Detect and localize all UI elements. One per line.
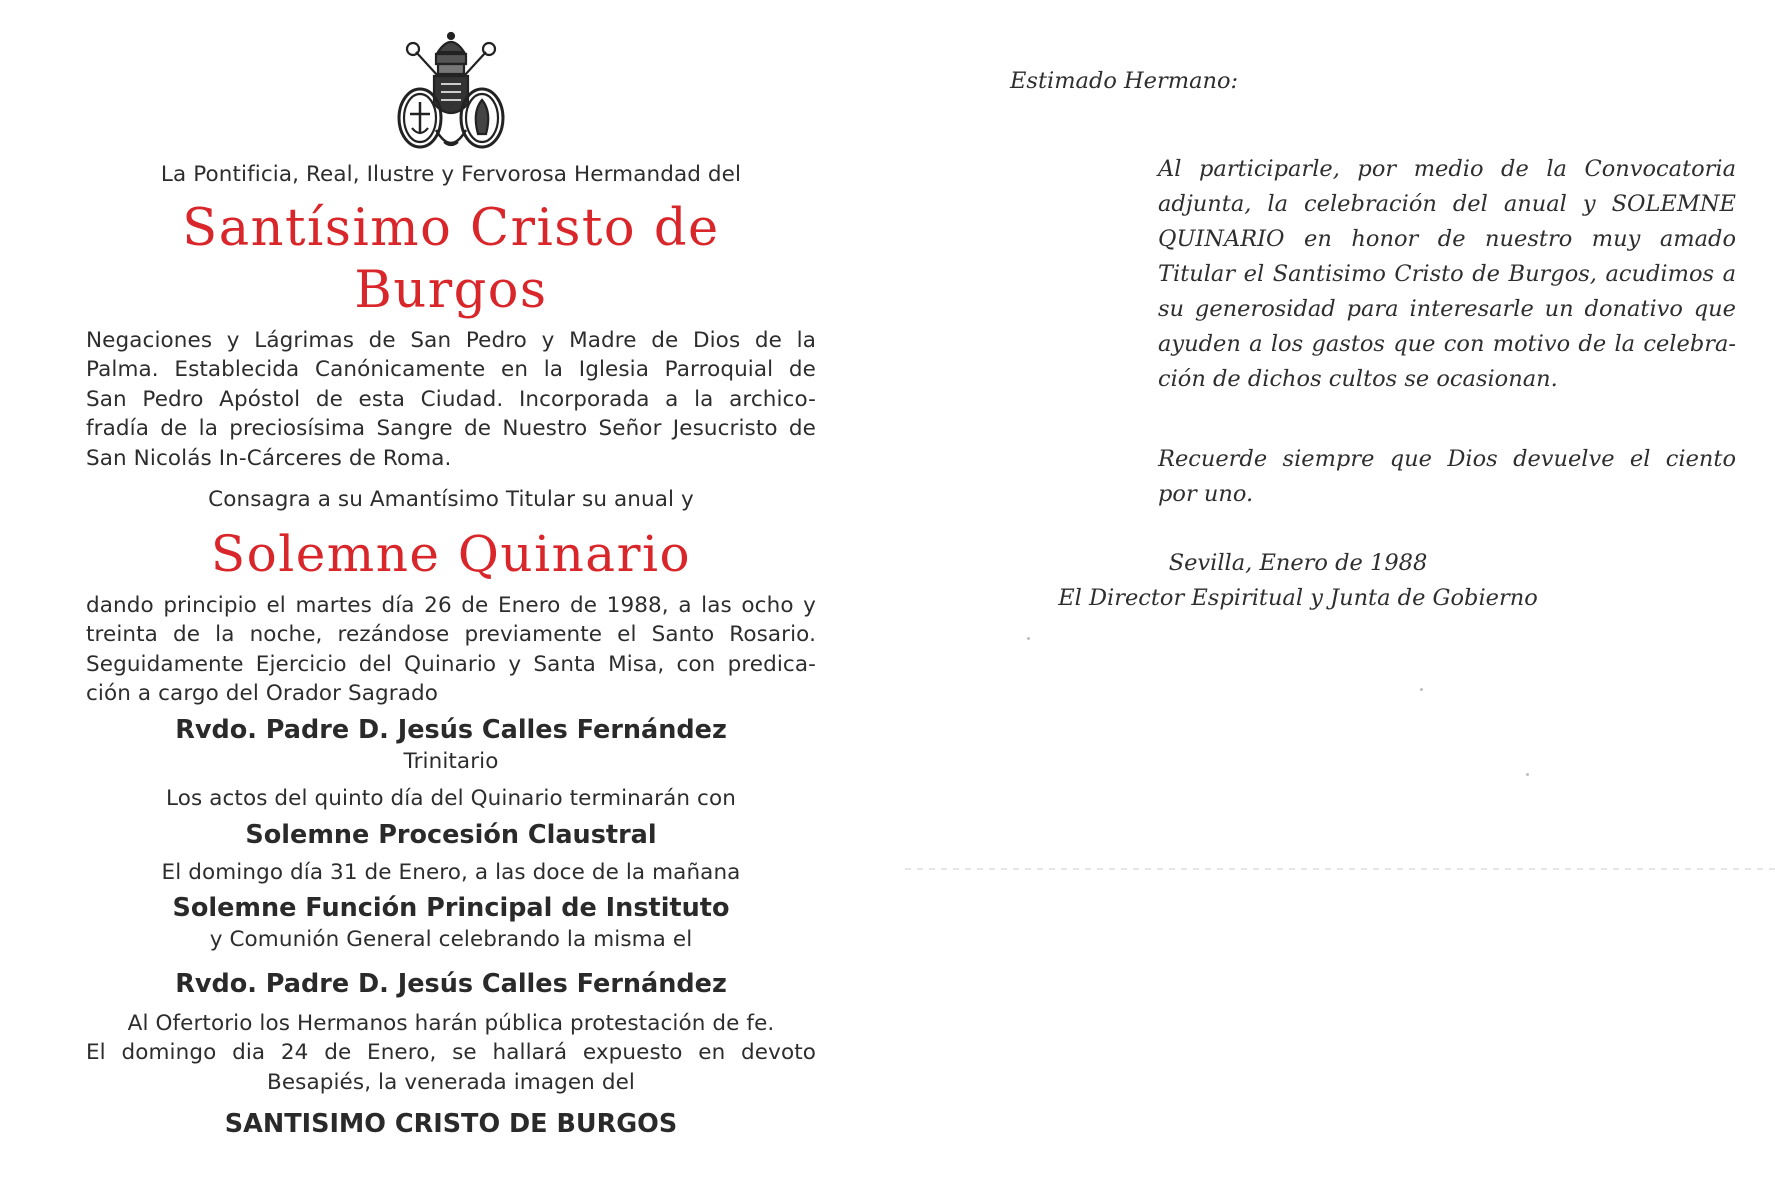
funcion-principal-heading: Solemne Función Principal de Instituto — [172, 893, 730, 923]
preacher-name: Rvdo. Padre D. Jesús Calles Fernández — [175, 714, 727, 745]
schedule-line: dando principio el martes día 26 de Enero de 1988, a las ocho y — [86, 592, 816, 618]
description-line: San Nicolás In-Cárceres de Roma. — [86, 445, 452, 471]
consagra-line: Consagra a su Amantísimo Titular su anual y — [208, 487, 694, 512]
domingo-31-line: El domingo día 31 de Enero, a las doce de la mañana — [161, 859, 741, 885]
comunion-line: y Comunión General celebrando la misma el — [209, 927, 693, 952]
letter-line: ayuden a los gastos que con motivo de la celebra- — [1158, 331, 1736, 357]
title-santisimo-cristo: Santísimo Cristo de Burgos — [182, 198, 720, 320]
schedule-line: treinta de la noche, rezándose previamente el Santo Rosario. — [86, 622, 816, 647]
signature-block — [1018, 546, 1578, 616]
besapies-line: El domingo dia 24 de Enero, se hallará expuesto en devoto — [86, 1040, 816, 1065]
description-line: San Pedro Apóstol de esta Ciudad. Incorporada a la archico- — [86, 386, 816, 412]
letter-paragraph-1 — [1158, 152, 1736, 397]
preacher-name-2: Rvdo. Padre D. Jesús Calles Fernández — [175, 968, 727, 999]
schedule-block — [86, 591, 816, 709]
letter-line: ción de dichos cultos se ocasionan. — [1158, 366, 1558, 392]
scan-speck — [1526, 773, 1529, 776]
description-line: Negaciones y Lágrimas de San Pedro y Madre de Dios de la — [86, 327, 816, 353]
letter-line: por uno. — [1158, 481, 1254, 507]
description-line: fradía de la preciosísima Sangre de Nuestro Señor Jesucristo de — [86, 416, 816, 441]
letter-line: QUINARIO en honor de nuestro muy amado — [1158, 226, 1736, 252]
signatory: El Director Espiritual y Junta de Gobierno — [1058, 585, 1538, 611]
scan-speck — [1420, 688, 1423, 691]
schedule-line: Seguidamente Ejercicio del Quinario y Santa Misa, con predica- — [86, 651, 816, 677]
description-line: Palma. Establecida Canónicamente en la Iglesia Parroquial de — [86, 357, 816, 382]
letter-line: Titular el Santisimo Cristo de Burgos, acudimos a — [1158, 261, 1736, 287]
hermandad-crest-icon — [386, 30, 516, 160]
closing-heading: SANTISIMO CRISTO DE BURGOS — [224, 1109, 678, 1139]
convocatoria-panel — [86, 30, 816, 1141]
procesion-heading: Solemne Procesión Claustral — [245, 819, 657, 850]
greeting: Estimado Hermano: — [1010, 68, 1239, 94]
scan-speck — [1027, 637, 1030, 640]
description-block — [86, 326, 816, 474]
place-date: Sevilla, Enero de 1988 — [1168, 550, 1428, 576]
title-solemne-quinario: Solemne Quinario — [210, 524, 692, 583]
fold-line — [905, 868, 1775, 870]
schedule-line: ción a cargo del Orador Sagrado — [86, 681, 438, 706]
quinto-dia-line: Los actos del quinto día del Quinario terminarán con — [166, 786, 736, 811]
letter-line: adjunta, la celebración del anual y SOLEMNE — [1158, 191, 1736, 217]
besapies-line: Besapiés, la venerada imagen del — [266, 1069, 635, 1095]
letter-panel — [1010, 64, 1738, 611]
letter-line: Al participarle, por medio de la Convocatoria — [1158, 156, 1736, 182]
ofertorio-line: Al Ofertorio los Hermanos harán pública protestación de fe. — [127, 1010, 775, 1036]
besapies-block — [86, 1038, 816, 1097]
preacher-order: Trinitario — [403, 748, 499, 774]
letter-line: Recuerde siempre que Dios devuelve el ciento — [1158, 446, 1736, 472]
letter-paragraph-2 — [1158, 442, 1736, 512]
letter-line: su generosidad para interesarle un donativo que — [1158, 296, 1736, 322]
intro-line: La Pontificia, Real, Ilustre y Fervorosa Hermandad del — [160, 162, 742, 187]
